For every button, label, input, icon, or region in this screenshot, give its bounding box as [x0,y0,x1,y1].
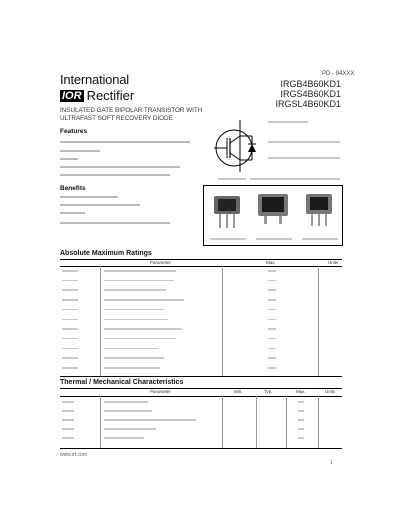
col-header-parameter: Parameter [150,389,172,394]
table-rule [60,448,342,449]
part-number: IRGSL4B60KD1 [275,99,341,109]
col-header-max: Max. [296,389,306,394]
part-number: IRGS4B60KD1 [280,89,341,99]
blurred-cell [62,367,78,369]
blurred-cell [104,437,144,439]
blurred-cell [104,410,152,412]
table-rule [60,259,342,260]
blurred-cell [268,299,276,301]
package-caption-blurred [210,238,246,240]
table-column-divider [318,396,319,448]
blurred-cell [62,419,74,421]
blurred-cell [268,367,276,369]
blurred-cell [62,309,78,311]
d2pak-package-icon [254,188,294,230]
blurred-cell [104,270,176,272]
blurred-cell [104,348,158,350]
package-caption-blurred [256,238,292,240]
col-header-parameter: Parameter [150,260,172,265]
blurred-cell [62,319,78,321]
blurred-cell [268,309,276,311]
blurred-cell [62,328,78,330]
blurred-cell [62,280,78,282]
blurred-cell [298,410,304,412]
page-number: 1 [330,460,333,466]
igbt-symbol-icon [212,116,268,176]
blurred-cell [268,270,276,272]
blurred-cell [104,319,168,321]
features-text-blurred [60,158,78,160]
blurred-cell [104,401,148,403]
part-number-list [275,79,341,109]
table-column-divider [222,396,223,448]
blurred-cell [298,428,304,430]
document-number: PD - 94XXX [322,71,355,77]
table-column-divider [256,396,257,448]
blurred-cell [104,309,164,311]
table-rule [60,396,342,397]
blurred-cell [104,428,156,430]
blurred-cell [62,338,78,340]
benefits-text-blurred [60,204,140,206]
blurred-cell [62,270,78,272]
blurred-cell [298,419,304,421]
blurred-cell [104,367,160,369]
company-name-rectifier: Rectifier [86,88,135,103]
blurred-cell [104,338,176,340]
spec-text-blurred [268,141,340,143]
blurred-cell [104,280,174,282]
benefits-text-blurred [60,212,85,214]
to262-package-icon [300,188,340,230]
table-column-divider [222,266,223,376]
table-rule [60,266,342,267]
title-line: INSULATED GATE BIPOLAR TRANSISTOR WITH [60,107,203,114]
table-rule [60,376,342,377]
blurred-cell [62,357,78,359]
spec-text-blurred [250,178,340,180]
blurred-cell [62,437,74,439]
thermal-heading: Thermal / Mechanical Characteristics [60,379,184,386]
benefits-text-blurred [60,196,118,198]
to220-package-icon [208,192,248,230]
ior-logo-mark: IOR [62,89,82,102]
blurred-cell [62,348,78,350]
blurred-cell [62,289,78,291]
benefits-heading: Benefits [60,185,86,192]
part-number: IRGB4B60KD1 [280,79,341,89]
blurred-cell [268,289,276,291]
table-column-divider [286,396,287,448]
blurred-cell [268,319,276,321]
blurred-cell [62,428,74,430]
blurred-cell [268,357,276,359]
features-text-blurred [60,141,190,143]
table-column-divider [318,266,319,376]
col-header-units: Units [325,389,336,394]
package-images-box [203,185,343,246]
company-logo [60,88,134,103]
table-column-divider [100,396,101,448]
table-column-divider [100,266,101,376]
blurred-cell [62,299,78,301]
blurred-cell [298,401,304,403]
features-text-blurred [60,166,180,168]
spec-text-blurred [268,157,340,159]
col-header-typ: Typ. [264,389,273,394]
symbol-caption-blurred [218,178,246,180]
col-header-min: Min. [234,389,243,394]
col-header-max: Max. [266,260,276,265]
blurred-cell [268,280,276,282]
blurred-cell [62,410,74,412]
blurred-cell [268,338,276,340]
blurred-cell [62,401,74,403]
col-header-units: Units [328,260,339,265]
spec-text-blurred [268,121,308,123]
blurred-cell [104,419,196,421]
blurred-cell [298,437,304,439]
blurred-cell [268,348,276,350]
features-heading: Features [60,128,88,135]
package-caption-blurred [302,238,338,240]
benefits-text-blurred [60,222,170,224]
title-line: ULTRAFAST SOFT RECOVERY DIODE [60,115,173,122]
blurred-cell [104,357,164,359]
blurred-cell [104,299,184,301]
footer-url: www.irf.com [60,452,87,458]
blurred-cell [104,328,182,330]
features-text-blurred [60,174,170,176]
features-text-blurred [60,150,100,152]
abs-max-heading: Absolute Maximum Ratings [60,250,152,257]
blurred-cell [268,328,276,330]
company-name: International [60,72,129,87]
blurred-cell [104,289,166,291]
